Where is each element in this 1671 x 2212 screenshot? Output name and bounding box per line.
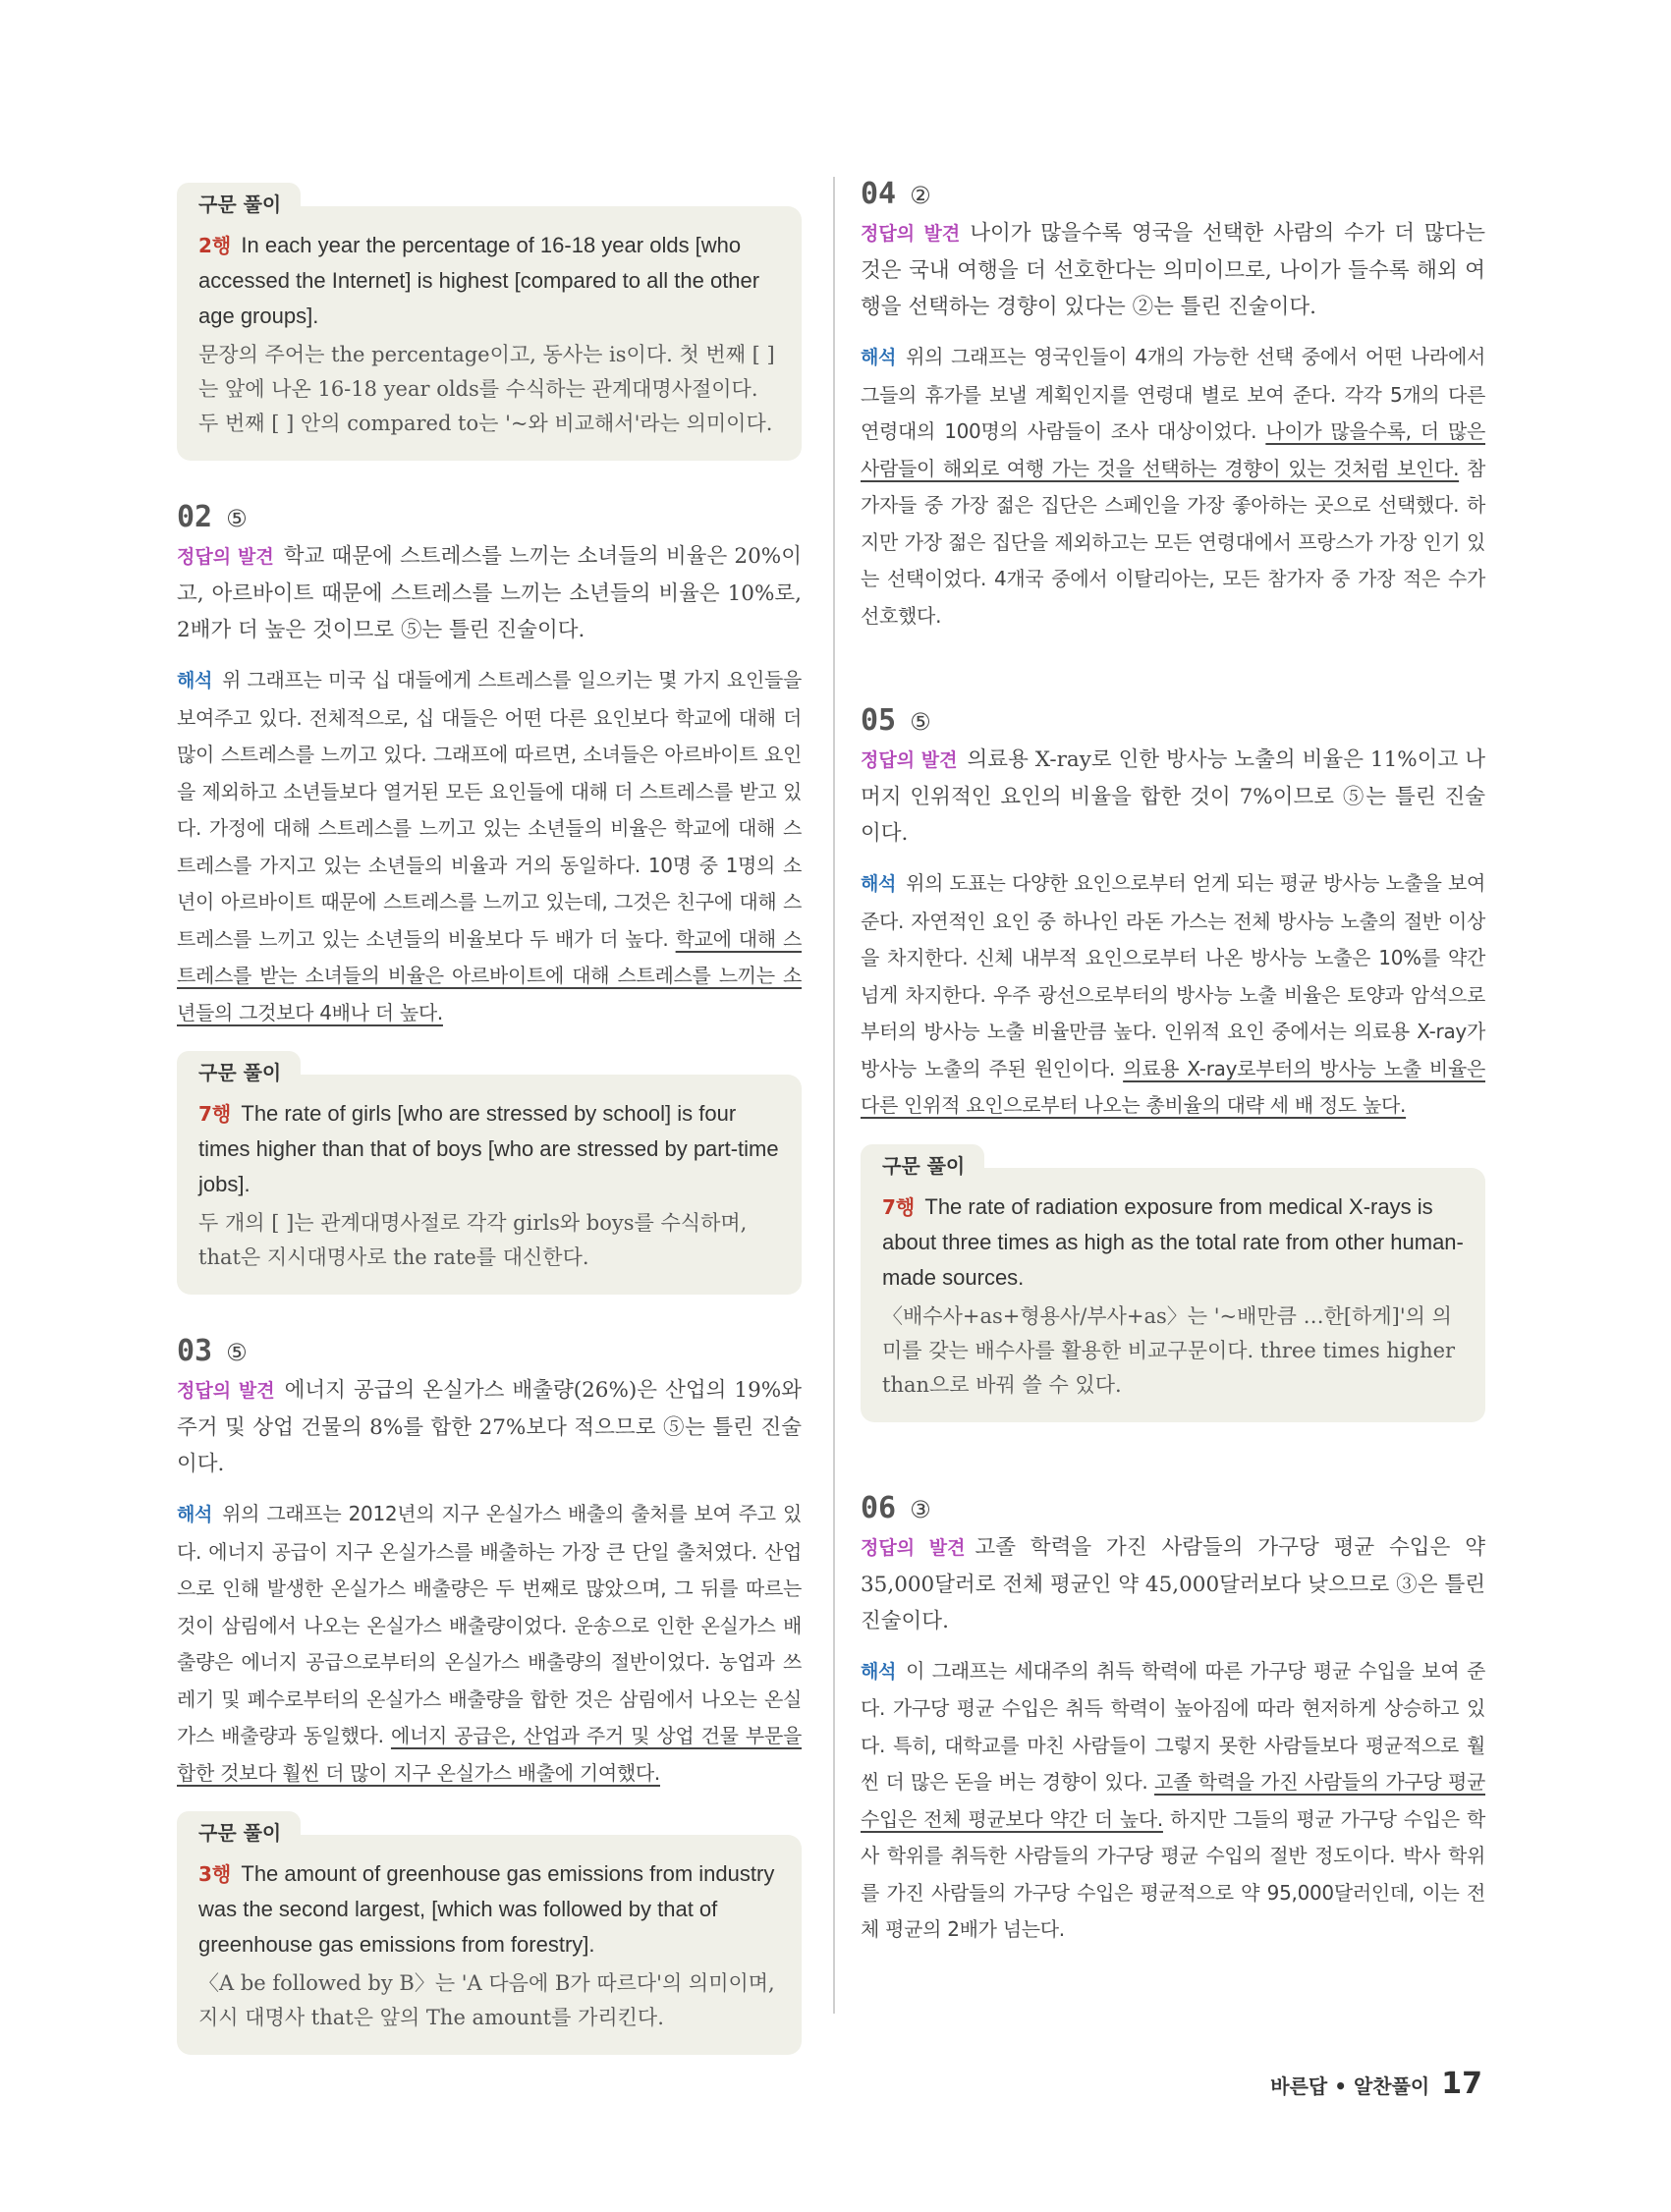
translation — [861, 865, 1485, 1125]
finding-label: 정답의 발견 — [177, 1380, 275, 1402]
answer-header-06 — [861, 1491, 1485, 1525]
finding-text: 의료용 X-ray로 인한 방사능 노출의 비율은 11%이고 나머지 인위적인 요인의 비율을 합한 것이 7%이므로 ⑤는 틀린 진술이다. — [861, 747, 1485, 846]
answer-choice: ⑤ — [226, 1339, 248, 1366]
syntax-english — [882, 1189, 1464, 1296]
question-number: 02 — [177, 500, 213, 534]
translation-text: 위의 도표는 다양한 요인으로부터 얻게 되는 평균 방사능 노출을 보여 준다. 자연적인 요인 중 하나인 라돈 가스는 전체 방사능 노출의 절반 이상을 차지한다. 신체 내부적 요인으로부터 나온 방사능 노출은 10%를 약간 넘게 차지한다. 우주 광선으로부터의 방사능 노출 비율은 토양과 암석으로부터의 방사능 노출 비율만큼 높다. 인위적 요인 중에서는 의료용 X-ray가 방사능 노출의 주된 원인이다. — [861, 871, 1485, 1080]
finding-text: 학교 때문에 스트레스를 느끼는 소녀들의 비율은 20%이고, 아르바이트 때문에 스트레스를 느끼는 소년들의 비율은 10%로, 2배가 더 높은 것이므로 ⑤는 틀린 진술이다. — [177, 544, 802, 642]
line-number: 3행 — [198, 1862, 232, 1886]
syntax-explanation: 문장의 주어는 the percentage이고, 동사는 is이다. 첫 번째 [ ]는 앞에 나온 16-18 year olds를 수식하는 관계대명사절이다. 두 번째 [ ] 안의 compared to는 '~와 비교해서'라는 의미이다. — [198, 343, 775, 435]
translation-underlined: 나이가 많을수록, 더 많은 사람들이 해외로 여행 가는 것을 선택하는 경향이 있는 것처럼 보인다. — [861, 419, 1485, 480]
syntax-box-title: 구문 풀이 — [177, 183, 301, 221]
answer-finding — [177, 538, 802, 648]
finding-label: 정답의 발견 — [861, 223, 961, 245]
finding-text: 고졸 학력을 가진 사람들의 가구당 평균 수입은 약 35,000달러로 전체 평균인 약 45,000달러보다 낮으므로 ③은 틀린 진술이다. — [861, 1534, 1485, 1633]
answer-choice: ⑤ — [910, 708, 931, 736]
syntax-explanation: 〈배수사+as+형용사/부사+as〉는 '~배만큼 …한[하게]'의 의미를 갖는 배수사를 활용한 비교구문이다. three times higher than으로 바꿔 쓸 수 있다. — [882, 1303, 1456, 1397]
translation-underlined: 고졸 학력을 가진 사람들의 가구당 평균 수입은 전체 평균보다 약간 더 높다. — [861, 1770, 1485, 1831]
answer-finding — [861, 1529, 1485, 1639]
page-footer — [1270, 2067, 1482, 2101]
finding-label: 정답의 발견 — [177, 546, 274, 568]
translation-underlined: 에너지 공급은, 산업과 주거 및 상업 건물 부문을 합한 것보다 훨씬 더 많이 지구 온실가스 배출에 기여했다. — [177, 1724, 802, 1785]
question-number: 03 — [177, 1334, 213, 1368]
interpret-label: 해석 — [861, 873, 897, 895]
answer-header-03 — [177, 1334, 802, 1368]
syntax-sentence: The rate of radiation exposure from medical X-rays is about three times as high as the total rate from other human-made sources. — [882, 1193, 1464, 1290]
answer-header-04 — [861, 177, 1485, 211]
syntax-sentence: The amount of greenhouse gas emissions from industry was the second largest, [which was followed by that of greenhouse gas emissions from forestry]. — [198, 1861, 775, 1957]
interpret-label: 해석 — [177, 670, 213, 691]
interpret-label: 해석 — [177, 1504, 213, 1525]
syntax-english — [198, 1856, 780, 1963]
translation-text: 이 그래프는 세대주의 취득 학력에 따른 가구당 평균 수입을 보여 준다. 가구당 평균 수입은 취득 학력이 높아짐에 따라 현저하게 상승하고 있다. 특히, 대학교를 마친 사람들이 그렇지 못한 사람들보다 평균적으로 훨씬 더 많은 돈을 버는 경향이 있다. — [861, 1658, 1485, 1794]
finding-text: 나이가 많을수록 영국을 선택한 사람의 수가 더 많다는 것은 국내 여행을 더 선호한다는 의미이므로, 나이가 들수록 해외 여행을 선택하는 경향이 있다는 ②는 틀린 진술이다. — [861, 221, 1485, 319]
translation — [861, 1653, 1485, 1949]
finding-text: 에너지 공급의 온실가스 배출량(26%)은 산업의 19%와 주거 및 상업 건물의 8%를 합한 27%보다 적으므로 ⑤는 틀린 진술이다. — [177, 1378, 802, 1476]
question-number: 05 — [861, 703, 897, 738]
answer-header-02 — [177, 500, 802, 534]
answer-choice: ⑤ — [226, 505, 248, 532]
answer-header-05 — [861, 703, 1485, 738]
syntax-box-title: 구문 풀이 — [861, 1144, 984, 1183]
question-number: 04 — [861, 177, 897, 211]
answer-finding — [177, 1372, 802, 1482]
left-column — [177, 177, 802, 2055]
syntax-sentence: In each year the percentage of 16-18 year olds [who accessed the Internet] is highest [compared to all the other age groups]. — [198, 233, 760, 328]
syntax-english — [198, 228, 780, 334]
syntax-box-02 — [177, 1061, 802, 1295]
column-divider — [833, 177, 835, 2014]
translation — [861, 339, 1485, 635]
answer-choice: ③ — [910, 1495, 931, 1523]
syntax-box-title: 구문 풀이 — [177, 1811, 301, 1850]
syntax-explanation: 두 개의 [ ]는 관계대명사절로 각각 girls와 boys를 수식하며, that은 지시대명사로 the rate를 대신한다. — [198, 1211, 748, 1269]
interpret-label: 해석 — [861, 347, 897, 368]
syntax-sentence: The rate of girls [who are stressed by school] is four times higher than that of boys [who are stressed by part-time jobs]. — [198, 1101, 779, 1196]
answer-finding — [861, 215, 1485, 325]
translation — [177, 662, 802, 1031]
finding-label: 정답의 발견 — [861, 1536, 966, 1559]
translation-text-cont: 하지만 그들의 평균 가구당 수입은 학사 학위를 취득한 사람들의 가구당 평균 수입의 절반 정도이다. 박사 학위를 가진 사람들의 가구당 수입은 평균적으로 약 95,000달러인데, 이는 전체 평균의 2배가 넘는다. — [861, 1806, 1485, 1941]
answer-finding — [861, 742, 1485, 852]
translation-text-cont: 참가자들 중 가장 젊은 집단은 스페인을 가장 좋아하는 곳으로 선택했다. 하지만 가장 젊은 집단을 제외하고는 모든 연령대에서 프랑스가 가장 인기 있는 선택이었다. 4개국 중에서 이탈리아는, 모든 참가자 중 가장 적은 수가 선호했다. — [861, 456, 1485, 628]
page-number: 17 — [1441, 2067, 1482, 2101]
translation — [177, 1496, 802, 1792]
answer-choice: ② — [910, 182, 931, 209]
translation-text: 위 그래프는 미국 십 대들에게 스트레스를 일으키는 몇 가지 요인들을 보여주고 있다. 전체적으로, 십 대들은 어떤 다른 요인보다 학교에 대해 더 많이 스트레스를 느끼고 있다. 그래프에 따르면, 소녀들은 아르바이트 요인을 제외하고 소년들보다 열거된 모든 요인들에 대해 더 스트레스를 받고 있다. 가정에 대해 스트레스를 느끼고 있는 소년들의 비율은 학교에 대해 스트레스를 가지고 있는 소년들의 비율과 거의 동일하다. 10명 중 1명의 소년이 아르바이트 때문에 스트레스를 느끼고 있는데, 그것은 친구에 대해 스트레스를 느끼고 있는 소년들의 비율보다 두 배가 더 높다. — [177, 668, 802, 951]
translation-text: 위의 그래프는 2012년의 지구 온실가스 배출의 출처를 보여 주고 있다. 에너지 공급이 지구 온실가스를 배출하는 가장 큰 단일 출처였다. 산업으로 인해 발생한 온실가스 배출량은 두 번째로 많았으며, 그 뒤를 따르는 것이 삼림에서 나오는 온실가스 배출량이었다. 운송으로 인한 온실가스 배출량은 에너지 공급으로부터의 온실가스 배출량의 절반이었다. 농업과 쓰레기 및 폐수로부터의 온실가스 배출량을 합한 것은 삼림에서 나오는 온실가스 배출량과 동일했다. — [177, 1502, 802, 1747]
question-number: 06 — [861, 1490, 897, 1525]
line-number: 7행 — [882, 1194, 916, 1219]
syntax-box-05 — [861, 1153, 1485, 1422]
syntax-explanation: 〈A be followed by B〉는 'A 다음에 B가 따르다'의 의미이며, 지시 대명사 that은 앞의 The amount를 가리킨다. — [198, 1971, 775, 2029]
syntax-box-03 — [177, 1821, 802, 2055]
translation-underlined: 학교에 대해 스트레스를 받는 소녀들의 비율은 아르바이트에 대해 스트레스를 느끼는 소년들의 그것보다 4배나 더 높다. — [177, 926, 802, 1024]
line-number: 7행 — [198, 1102, 232, 1126]
finding-label: 정답의 발견 — [861, 749, 958, 771]
interpret-label: 해석 — [861, 1660, 897, 1683]
translation-underlined: 의료용 X-ray로부터의 방사능 노출 비율은 다른 인위적 요인으로부터 나오는 총비율의 대략 세 배 정도 높다. — [861, 1056, 1485, 1117]
translation-text: 위의 그래프는 영국인들이 4개의 가능한 선택 중에서 어떤 나라에서 그들의 휴가를 보낼 계획인지를 연령대 별로 보여 준다. 각각 5개의 다른 연령대의 100명의 사람들이 조사 대상이었다. — [861, 345, 1485, 443]
syntax-box-01 — [177, 193, 802, 461]
line-number: 2행 — [198, 234, 232, 257]
right-column — [861, 177, 1485, 1949]
syntax-box-title: 구문 풀이 — [177, 1051, 301, 1089]
syntax-english — [198, 1096, 780, 1202]
footer-label: 바른답 • 알찬풀이 — [1270, 2074, 1430, 2098]
